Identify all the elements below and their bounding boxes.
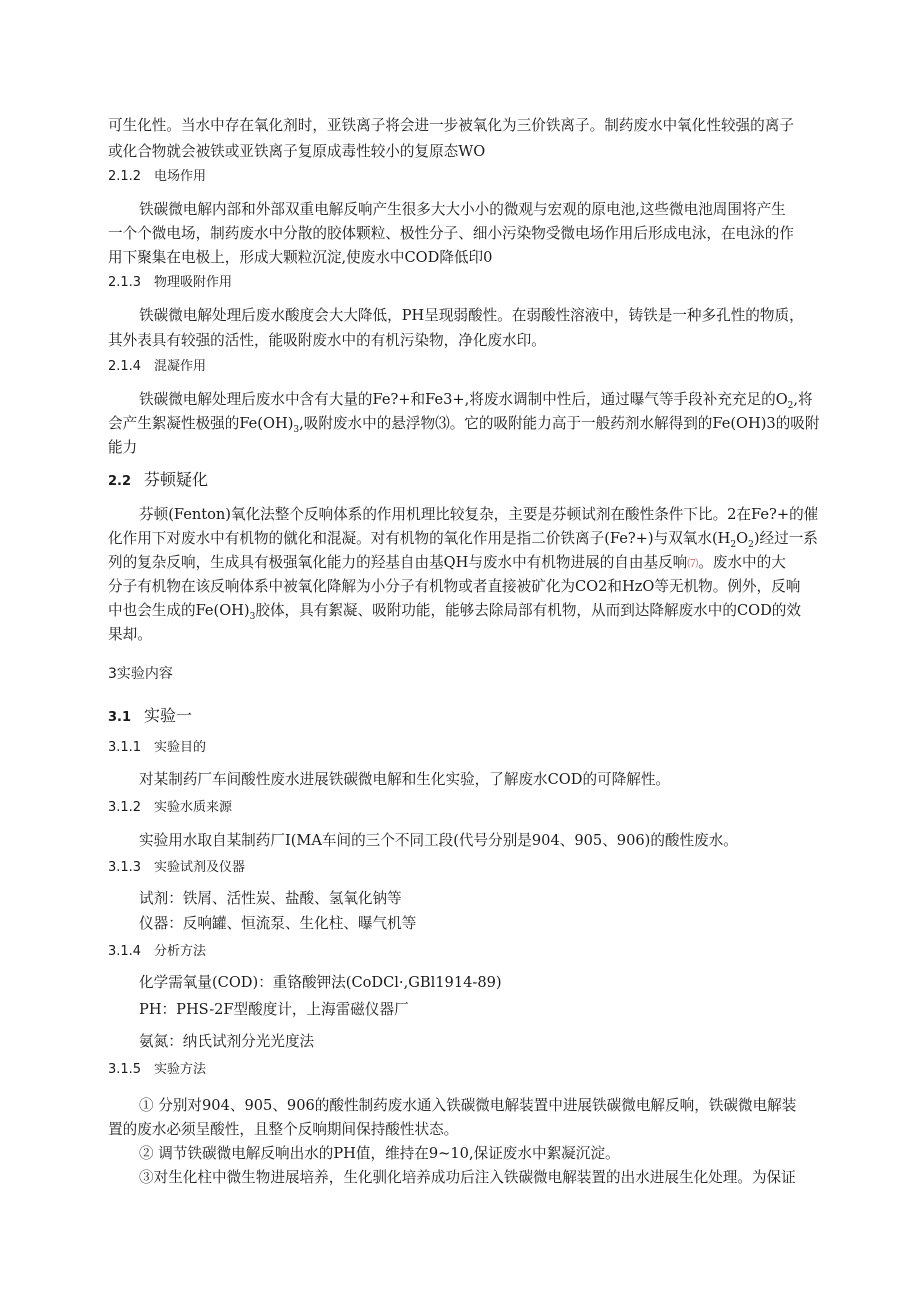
- heading-number: 2.1.2: [108, 169, 142, 184]
- heading-number: 2.1.4: [108, 359, 142, 374]
- heading-title: 实验一: [144, 706, 193, 725]
- heading-title: 实验方法: [154, 1062, 207, 1077]
- paragraph-line: 试剂：铁屑、活性炭、盐酸、氢氧化钠等: [139, 890, 402, 907]
- heading-number: 3.1.4: [108, 944, 142, 959]
- section-heading-2-1-2: [108, 167, 206, 187]
- section-heading-3-1-1: [108, 738, 206, 758]
- heading-title: 物理吸附作用: [154, 275, 233, 290]
- paragraph-line: PH：PHS-2F型酸度计，上海雷磁仪器厂: [139, 1001, 409, 1018]
- section-heading-3: 3实验内容: [108, 666, 173, 682]
- paragraph-line: 仪器：反响罐、恒流泵、生化柱、曝气机等: [139, 915, 417, 932]
- citation-ref: ⑺: [687, 557, 699, 570]
- heading-number: 3.1: [108, 710, 132, 725]
- paragraph-line: 氨氮：纳氏试剂分光光度法: [139, 1033, 315, 1050]
- paragraph-line: 或化合物就会被铁或亚铁离子复原成毒性较小的复原态WO: [108, 143, 486, 160]
- section-heading-2-1-3: [108, 273, 232, 293]
- paragraph-line: 化作用下对废水中有机物的僦化和混凝。对有机物的氧化作用是指二价铁离子(Fe?+)与双氧水$(H_2O_2)$经过一系: [108, 530, 818, 550]
- section-heading-3-1: [108, 706, 192, 728]
- heading-title: 实验试剂及仪器: [154, 860, 246, 875]
- paragraph-line: 会产生絮凝性极强的$Fe(OH)_3$,吸附废水中的悬浮物⑶。它的吸附能力高于一般药剂水解得到的Fe(OH)3的吸附: [108, 415, 820, 435]
- heading-title: 混凝作用: [154, 359, 207, 374]
- section-heading-2-2: [108, 470, 208, 492]
- heading-title: 实验目的: [154, 740, 207, 755]
- paragraph-line: 对某制药厂车间酸性废水进展铁碳微电解和生化实验，了解废水COD的可降解性。: [139, 771, 671, 788]
- section-heading-3-1-3: [108, 858, 245, 878]
- heading-title: 实验水质来源: [154, 800, 233, 815]
- paragraph-line: ① 分别对904、905、906的酸性制药废水通入铁碳微电解装置中进展铁碳微电解反响，铁碳微电解装: [139, 1097, 797, 1114]
- paragraph-line: 其外表具有较强的活性，能吸附废水中的有机污染物，净化废水印。: [108, 332, 546, 349]
- paragraph-line: 可生化性。当水中存在氧化剂时，亚铁离子将会进一步被氧化为三价铁离子。制药废水中氧化性较强的离子: [108, 117, 794, 134]
- heading-number: 3.1.1: [108, 740, 142, 755]
- paragraph-line: 置的废水必须呈酸性，且整个反响期间保持酸性状态。: [108, 1121, 459, 1138]
- paragraph-line: 铁碳微电解处理后废水中含有大量的Fe?+和Fe3+,将废水调制中性后，通过曝气等手段补充充足的$O_2$,将: [139, 391, 813, 411]
- heading-number: 2.1.3: [108, 275, 142, 290]
- heading-title: 分析方法: [154, 944, 207, 959]
- section-heading-3-1-5: [108, 1060, 206, 1080]
- section-heading-3-1-2: [108, 798, 232, 818]
- paragraph-line: 实验用水取自某制药厂I(MA车间的三个不同工段(代号分别是904、905、906)的酸性废水。: [139, 832, 738, 849]
- heading-number: 2.2: [108, 474, 132, 489]
- paragraph-line: 列的复杂反响，生成具有极强氧化能力的羟基自由基QH与废水中有机物进展的自由基反响⑺。废水中的大: [108, 554, 786, 571]
- paragraph-line: 一个个微电场，制药废水中分散的胶体颗粒、极性分子、细小污染物受微电场作用后形成电泳，在电泳的作: [108, 225, 794, 242]
- section-heading-2-1-4: [108, 357, 206, 377]
- heading-title: 电场作用: [154, 169, 207, 184]
- paragraph-line: 芬顿(Fenton)氧化法整个反响体系的作用机理比较复杂，主要是芬顿试剂在酸性条件下比。2在Fe?+的催: [139, 506, 819, 523]
- paragraph-line: ③对生化柱中微生物进展培养，生化驯化培养成功后注入铁碳微电解装置的出水进展生化处理。为保证: [139, 1169, 796, 1186]
- heading-number: 3.1.2: [108, 800, 142, 815]
- paragraph-line: 铁碳微电解内部和外部双重电解反响产生很多大大小小的微观与宏观的原电池,这些微电池周围将产生: [139, 201, 786, 218]
- heading-number: 3.1.5: [108, 1062, 142, 1077]
- paragraph-line: 果却。: [108, 626, 152, 643]
- paragraph-line: 化学需氧量(COD)：重铬酸钾法(CoDCl·,GBl1914-89): [139, 974, 502, 991]
- paragraph-line: ② 调节铁碳微电解反响出水的PH值，维持在9~10,保证废水中絮凝沉淀。: [139, 1145, 620, 1162]
- section-heading-3-1-4: [108, 942, 206, 962]
- paragraph-line: 铁碳微电解处理后废水酸度会大大降低，PH呈现弱酸性。在弱酸性溶液中，铸铁是一种多孔性的物质，: [139, 307, 804, 324]
- paragraph-line: 能力: [108, 439, 138, 456]
- heading-title: 芬顿疑化: [144, 470, 209, 489]
- paragraph-line: 中也会生成的$Fe(OH)_3$胶体，具有絮凝、吸附功能，能够去除局部有机物，从而到达降解废水中的COD的效: [108, 602, 801, 622]
- paragraph-line: 分子有机物在该反响体系中被氧化降解为小分子有机物或者直接被矿化为CO2和HzO等无机物。例外，反响: [108, 578, 801, 595]
- paragraph-line: 用下聚集在电极上，形成大颗粒沉淀,使废水中COD降低印0: [108, 249, 493, 266]
- heading-number: 3.1.3: [108, 860, 142, 875]
